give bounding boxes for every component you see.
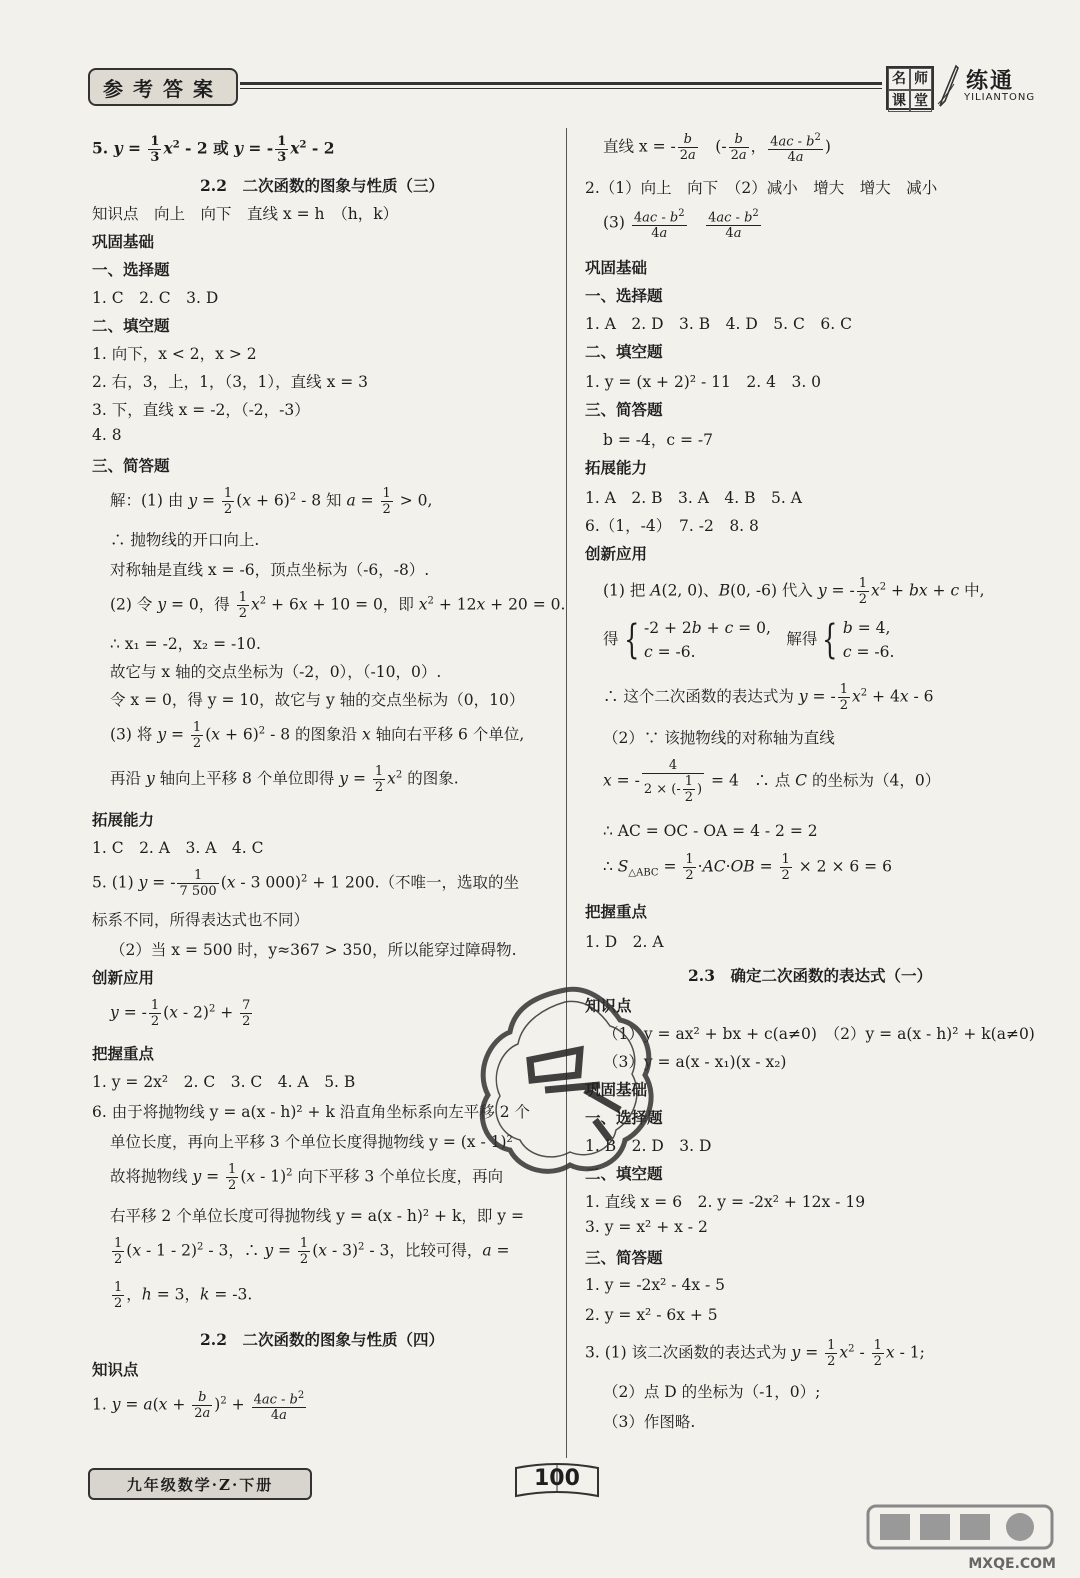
answer-line: y = - $\frac{1}{2}$ (x - 2)$^2$ + $\frac{7}{2}$ [110,998,251,1029]
answer-line: 右平移 2 个单位长度可得抛物线 y = a(x - h)² + k，即 y = [110,1207,524,1225]
solution-line: 得 { -2 + 2b + c = 0, c = -6. 解得 { b = 4, c = -6. [603,617,895,663]
subsection-heading: 巩固基础 [585,1080,648,1099]
solution-line: （2）∵ 该抛物线的对称轴为直线 [603,729,835,747]
logo-text: 练通 [966,68,1015,94]
answer-line: 1. C 2. C 3. D [92,289,219,307]
solution-line: (2) 令 y = 0，得 $\frac{1}{2}$ $x^2 + 6x + 10 = 0$，即 $x^2 + 12x + 20 = 0$. [110,590,566,621]
answer-line: 1. D 2. A [585,933,664,951]
answer-line: 1. A 2. B 3. A 4. B 5. A [585,489,802,507]
section-title: 2.2 二次函数的图象与性质（三） [200,176,444,195]
answer-line: 3. 下，直线 x = -2，（-2，-3） [92,401,310,419]
answer-line: 1. 直线 x = 6 2. y = -2x² + 12x - 19 [585,1193,866,1211]
solution-line: ∴ 这个二次函数的表达式为 y = - $\frac{1}{2}$ $x^2 + 4x - 6$ [603,682,934,713]
solution-line: (1) 把 A(2, 0)、B(0, -6) 代入 y = - $\frac{1}{2}$ $x^2$ + bx + c 中, [603,576,985,607]
subsection-heading: 把握重点 [92,1044,155,1063]
subsection-heading: 知识点 [585,996,632,1015]
subsection-heading: 巩固基础 [585,258,648,277]
question-type: 一、选择题 [585,286,663,305]
question-type: 三、简答题 [585,1248,663,1267]
solution-line: x = - 4 2 × (- $\frac{1}{2}$ ) = 4 ∴ 点 C 的坐标为（4，0） [603,758,941,805]
page-header [78,62,1042,110]
logo-cell: 堂 [910,90,932,112]
answer-line: 2. 右，3，上，1，（3，1），直线 x = 3 [92,373,369,391]
question-type: 三、简答题 [585,400,663,419]
logo-cell: 师 [910,68,932,90]
solution-line: 令 x = 0，得 y = 10，故它与 y 轴的交点坐标为（0，10） [110,691,525,709]
answer-line: （3）作图略. [603,1413,696,1431]
answer-line: 1. B 2. D 3. D [585,1137,712,1155]
answer-line: 故将抛物线 y = $\frac{1}{2}$ (x - 1)$^2$ 向下平移 3 个单位长度，再向 [110,1162,504,1193]
answer-line: 1. C 2. A 3. A 4. C [92,839,264,857]
answer-line: 单位长度，再向上平移 3 个单位长度得抛物线 y = (x - 1)² [110,1133,513,1151]
question-type: 一、选择题 [92,260,170,279]
answer-line: 5. y = $\frac{1}{3}$ $x^2 - 2$ 或 y = - $\frac{1}{3}$ $x^2 - 2$ [92,134,335,165]
answer-line: 标系不同，所得表达式也不同） [92,911,310,929]
answer-line: 2. y = x² - 6x + 5 [585,1306,718,1324]
answer-line: （3）y = a(x - x₁)(x - x₂) [603,1053,787,1071]
subsection-heading: 拓展能力 [585,458,648,477]
question-type: 二、填空题 [585,1164,663,1183]
question-type: 三、简答题 [92,456,170,475]
answer-line: 6.（1，-4） 7. -2 8. 8 [585,517,759,535]
answer-line: 2.（1）向上 向下 （2）减小 增大 增大 减小 [585,179,938,197]
answer-line: $\frac{1}{2}$ (x - 1 - 2)$^2$ - 3，∴ y = $\frac{1}{2}$ (x - 3)$^2$ - 3，比较可得，a = [114,1236,510,1267]
pen-icon [936,64,960,108]
answer-line: b = -4，c = -7 [603,431,713,449]
answer-line: （1）y = ax² + bx + c(a≠0) （2）y = a(x - h)² + k(a≠0) [603,1025,1035,1043]
answer-line: 1. y = 2x² 2. C 3. C 4. A 5. B [92,1073,356,1091]
answer-line: 1. A 2. D 3. B 4. D 5. C 6. C [585,315,852,333]
grade-subject-badge: 九年级数学·Z·下册 [88,1468,312,1500]
subsection-heading: 知识点 [92,1360,139,1379]
subsection-heading: 创新应用 [92,968,155,987]
solution-line: ∴ x₁ = -2，x₂ = -10. [110,635,261,653]
header-rule [240,82,882,89]
answer-line: 直线 x = - $\frac{b}{2a}$ (- $\frac{b}{2a}$ ， $\frac{4ac - b^2}{4a}$ ) [603,132,831,166]
solution-line: 故它与 x 轴的交点坐标为（-2，0），（-10，0）. [110,663,442,681]
subsection-heading: 把握重点 [585,902,648,921]
logo-grid [886,66,934,110]
solution-line: 再沿 y 轴向上平移 8 个单位即得 y = $\frac{1}{2}$ $x^2$ 的图象. [110,764,459,795]
brand-logo [886,62,1042,110]
answer-line: 6. 由于将抛物线 y = a(x - h)² + k 沿直角坐标系向左平移 2 个 [92,1103,530,1121]
solution-line: ∴ AC = OC - OA = 4 - 2 = 2 [603,822,818,840]
logo-cell: 课 [888,90,910,112]
answer-line: （2）点 D 的坐标为（-1，0）; [603,1383,821,1401]
answer-line: 5. (1) y = - $\frac{1}{7 500}$ (x - 3 000)$^2$ + 1 200.（不唯一，选取的坐 [92,868,520,899]
page-number-text: 100 [534,1466,580,1491]
section-title: 2.2 二次函数的图象与性质（四） [200,1330,444,1349]
logo-subtitle: YILIANTONG [964,92,1036,103]
knowledge-point: 知识点 向上 向下 直线 x = h （h，k） [92,205,399,223]
answer-line: (3) $\frac{4ac - b^2}{4a}$ $\frac{4ac - b^2}{4a}$ [603,208,759,242]
answer-line: 4. 8 [92,426,122,444]
answer-line: 1. y = -2x² - 4x - 5 [585,1276,726,1294]
subsection-heading: 拓展能力 [92,810,155,829]
stamp-icon [470,980,660,1180]
subsection-heading: 创新应用 [585,544,648,563]
watermark-text: MXQE.COM [968,1556,1056,1572]
answer-line: 1. y = (x + 2)² - 11 2. 4 3. 0 [585,373,822,391]
logo-cell: 名 [888,68,910,90]
answer-line: 3. (1) 该二次函数的表达式为 y = $\frac{1}{2}$ $x^2$ - $\frac{1}{2}$ x - 1; [585,1338,925,1369]
answer-line: 1. 向下，x < 2，x > 2 [92,345,257,363]
section-badge: 参考答案 [88,68,238,106]
section-title: 2.3 确定二次函数的表达式（一） [688,966,932,985]
solution-line: ∴ $S_{\triangle ABC}$ = $\frac{1}{2}$ ·AC·OB = $\frac{1}{2}$ × 2 × 6 = 6 [603,852,892,883]
subsection-heading: 巩固基础 [92,232,155,251]
question-type: 二、填空题 [92,316,170,335]
answer-line: $\frac{1}{2}$ ，h = 3，k = -3. [114,1280,253,1311]
page-number [512,1460,602,1500]
question-type: 二、填空题 [585,342,663,361]
solution-line: 对称轴是直线 x = -6，顶点坐标为（-6，-8）. [110,561,430,579]
solution-line: ∴ 抛物线的开口向上. [110,531,260,549]
question-type: 一、选择题 [585,1108,663,1127]
column-divider [566,128,567,1458]
solution-line: 解：(1) 由 y = $\frac{1}{2}$ $(x + 6)^2 - 8$ 知 a = $\frac{1}{2}$ > 0, [110,486,433,517]
answer-line: （2）当 x = 500 时，y≈367 > 350，所以能穿过障碍物. [110,941,517,959]
answer-line: 3. y = x² + x - 2 [585,1218,708,1236]
answer-line: 1. y = a(x + $\frac{b}{2a}$ )$^2$ + $\frac{4ac - b^2}{4a}$ [92,1390,305,1424]
solution-line: (3) 将 y = $\frac{1}{2}$ $(x + 6)^2 - 8$ 的图象沿 x 轴向右平移 6 个单位, [110,720,525,751]
